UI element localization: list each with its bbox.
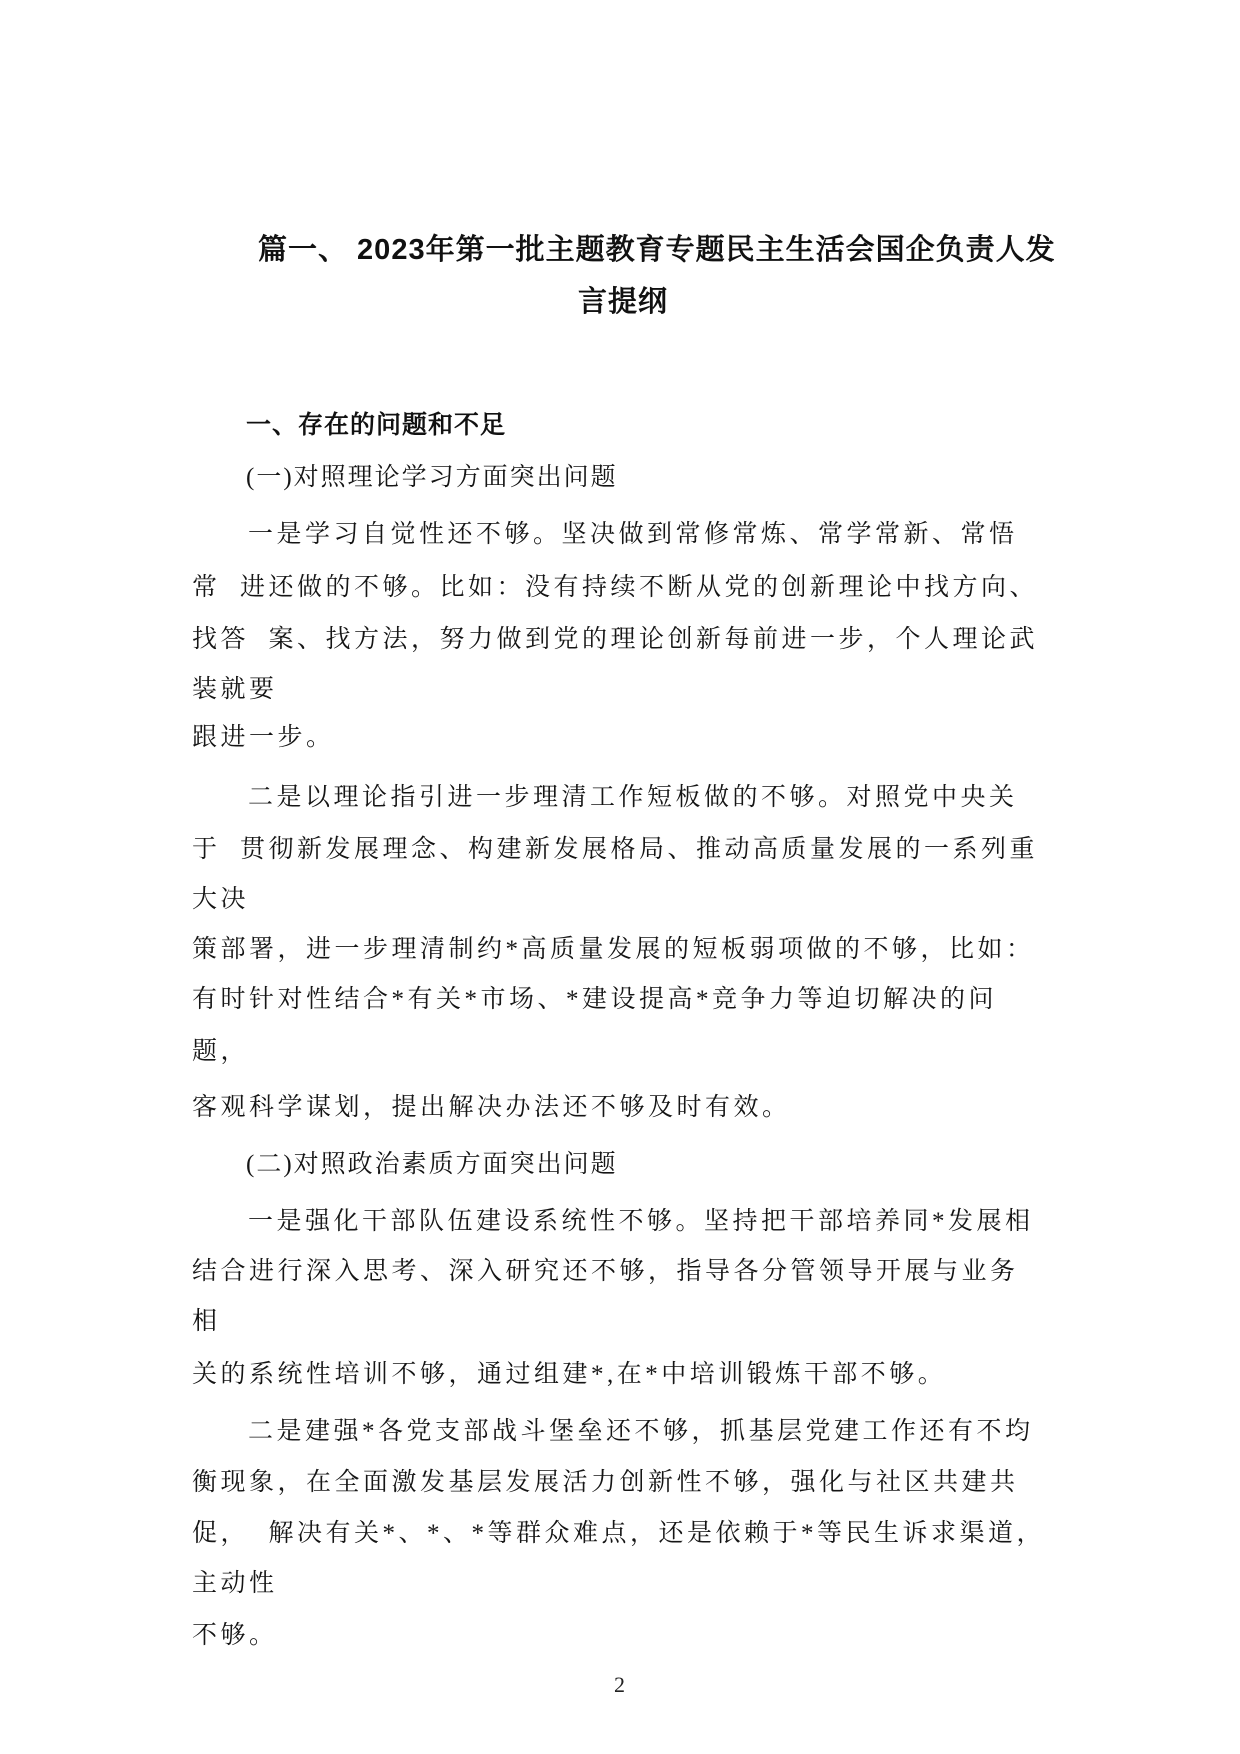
section-heading: 一、存在的问题和不足 — [246, 411, 507, 439]
subsection-heading: (一)对照理论学习方面突出问题 — [246, 464, 618, 491]
paragraph-line: 二是建强*各党支部战斗堡垒还不够，抓基层党建工作还有不均 — [248, 1418, 1034, 1445]
paragraph-line: 衡现象，在全面激发基层发展活力创新性不够，强化与社区共建共 — [192, 1469, 1019, 1496]
paragraph-line: 于 贯彻新发展理念、构建新发展格局、推动高质量发展的一系列重 — [192, 836, 1039, 863]
paragraph-line: 相 — [192, 1308, 221, 1335]
paragraph-line: 有时针对性结合*有关*市场、*建设提高*竞争力等迫切解决的问 — [192, 986, 998, 1013]
paragraph-line: 题， — [192, 1038, 250, 1065]
paragraph-line: 二是以理论指引进一步理清工作短板做的不够。对照党中央关 — [248, 784, 1018, 811]
paragraph-line: 客观科学谋划，提出解决办法还不够及时有效。 — [192, 1094, 791, 1121]
paragraph-line: 主动性 — [192, 1570, 278, 1597]
document-title-line: 篇一、 2023年第一批主题教育专题民主生活会国企负责人发 — [258, 234, 1056, 266]
paragraph-line: 结合进行深入思考、深入研究还不够，指导各分管领导开展与业务 — [192, 1258, 1019, 1285]
paragraph-line: 大决 — [192, 886, 250, 913]
subsection-heading: (二)对照政治素质方面突出问题 — [246, 1151, 618, 1178]
paragraph-line: 一是强化干部队伍建设系统性不够。坚持把干部培养同*发展相 — [248, 1208, 1034, 1235]
paragraph-line: 一是学习自觉性还不够。坚决做到常修常炼、常学常新、常悟 — [248, 521, 1018, 548]
paragraph-line: 不够。 — [192, 1622, 278, 1649]
paragraph-line: 关的系统性培训不够，通过组建*,在*中培训锻炼干部不够。 — [192, 1361, 947, 1388]
paragraph-line: 策部署，进一步理清制约*高质量发展的短板弱项做的不够，比如： — [192, 936, 1035, 963]
document-title-line: 言提纲 — [578, 286, 669, 318]
paragraph-line: 装就要 — [192, 676, 278, 703]
paragraph-line: 跟进一步。 — [192, 724, 335, 751]
paragraph-line: 促， 解决有关*、*、*等群众难点，还是依赖于*等民生诉求渠道， — [192, 1520, 1046, 1547]
paragraph-line: 常 进还做的不够。比如：没有持续不断从党的创新理论中找方向、 — [192, 574, 1039, 601]
paragraph-line: 找答 案、找方法，努力做到党的理论创新每前进一步，个人理论武 — [192, 626, 1039, 653]
page-number: 2 — [614, 1672, 625, 1697]
